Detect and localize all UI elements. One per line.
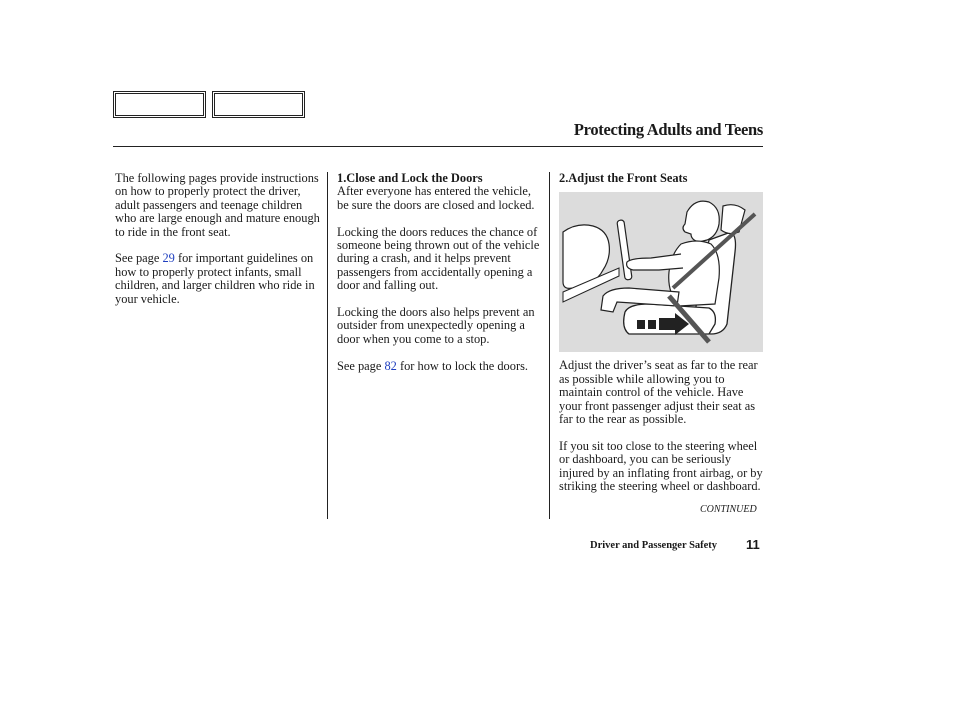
adjust-front-seats-heading: 2.Adjust the Front Seats (559, 171, 688, 185)
page-29-link[interactable]: 29 (162, 251, 175, 266)
doors-paragraph-1: After everyone has entered the vehicle, be sure the doors are closed and locked. (337, 184, 535, 212)
column-divider-1 (327, 172, 328, 519)
column-3 (559, 172, 765, 507)
page-number: 11 (746, 537, 760, 552)
seats-paragraph-2: If you sit too close to the steering wheel or dashboard, you can be seriously injured by an inflating front airbag, or by striking the steering wheel or dashboard. (559, 438, 763, 494)
intro-paragraph: The following pages provide instructions on how to properly protect the driver, adult passengers and teenage children who are large enough and mature enough to ride in the front seat. (115, 171, 320, 239)
page-82-link[interactable]: 82 (384, 358, 397, 373)
column-1 (115, 172, 323, 319)
doors-paragraph-3: Locking the doors also helps prevent an outsider from unexpectedly opening a door when you come to a stop. (337, 305, 535, 346)
continued-label: CONTINUED (700, 504, 757, 515)
title-rule (113, 146, 763, 147)
page-title: Protecting Adults and Teens (573, 120, 763, 139)
column-divider-2 (549, 172, 550, 519)
guidelines-paragraph (115, 252, 323, 306)
doors-paragraph-4 (337, 360, 545, 373)
column-2 (337, 172, 545, 386)
close-lock-doors-heading: 1.Close and Lock the Doors (337, 171, 483, 185)
nav-button-2[interactable] (212, 91, 305, 118)
seats-paragraph-1: Adjust the driver’s seat as far to the rear as possible while allowing you to maintain control of the vehicle. Have your front passenger adjust their seat as far to the rear as possible. (559, 358, 758, 427)
doors-ref-prefix: See page (337, 358, 385, 373)
doors-paragraph-2: Locking the doors reduces the chance of someone being thrown out of the vehicle during a crash, and it helps prevent passengers from accidentally opening a door and falling out. (337, 224, 540, 293)
seat-adjustment-illustration (559, 192, 763, 352)
nav-button-1[interactable] (113, 91, 206, 118)
guidelines-prefix: See page (115, 251, 163, 266)
doors-ref-suffix: for how to lock the doors. (396, 358, 528, 373)
guidelines-suffix: for important guidelines on how to properly protect infants, small children, and larger children who ride in your vehicle. (115, 251, 315, 306)
section-footer: Driver and Passenger Safety (590, 540, 718, 551)
driver-seat-drawing (559, 192, 763, 352)
